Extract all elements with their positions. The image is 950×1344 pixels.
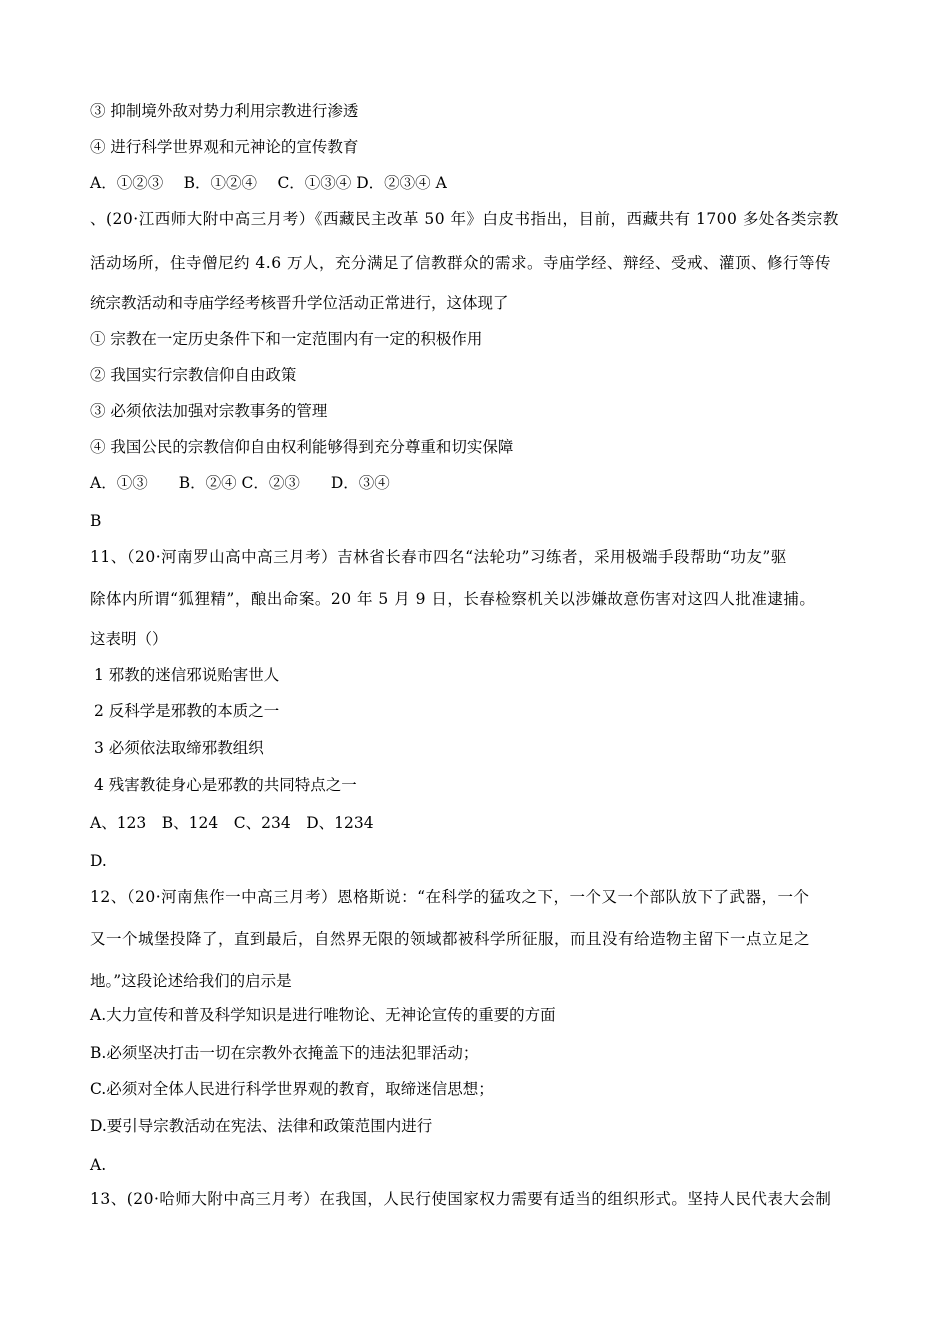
option-line: ② 我国实行宗教信仰自由政策 bbox=[90, 366, 297, 384]
option-line: ① 宗教在一定历史条件下和一定范围内有一定的积极作用 bbox=[90, 330, 483, 348]
question-text: 13、(20·哈师大附中高三月考）在我国，人民行使国家权力需要有适当的组织形式。坚持人民代表大会制 bbox=[90, 1190, 832, 1208]
option-line: 3 必须依法取缔邪教组织 bbox=[94, 739, 264, 757]
question-text: 12、（20·河南焦作一中高三月考）恩格斯说：“在科学的猛攻之下，一个又一个部队放下了武器，一个 bbox=[90, 888, 810, 906]
answer-choices: A、123 B、124 C、234 D、1234 bbox=[90, 814, 374, 832]
question-text: 统宗教活动和寺庙学经考核晋升学位活动正常进行，这体现了 bbox=[90, 294, 509, 312]
option-line: ④ 我国公民的宗教信仰自由权利能够得到充分尊重和切实保障 bbox=[90, 438, 514, 456]
question-text: 地。”这段论述给我们的启示是 bbox=[90, 972, 292, 990]
answer-choices: A．①②③ B．①②④ C．①③④ D．②③④ A bbox=[90, 174, 447, 192]
option-line: C.必须对全体人民进行科学世界观的教育，取缔迷信思想； bbox=[90, 1080, 494, 1098]
option-line: B.必须坚决打击一切在宗教外衣掩盖下的违法犯罪活动； bbox=[90, 1044, 479, 1062]
question-text: 活动场所，住寺僧尼约 4.6 万人，充分满足了信教群众的需求。寺庙学经、辩经、受戒、灌顶、修行等传 bbox=[90, 254, 832, 272]
answer-key: A. bbox=[90, 1156, 107, 1174]
question-text: 除体内所谓“狐狸精”，酿出命案。20 年 5 月 9 日，长春检察机关以涉嫌故意伤害对这四人批准逮捕。 bbox=[90, 590, 816, 608]
question-text: 11、（20·河南罗山高中高三月考）吉林省长春市四名“法轮功”习练者，采用极端手段帮助“功友”驱 bbox=[90, 548, 787, 566]
option-line: A.大力宣传和普及科学知识是进行唯物论、无神论宣传的重要的方面 bbox=[90, 1006, 556, 1024]
option-line: 1 邪教的迷信邪说贻害世人 bbox=[94, 666, 280, 684]
answer-key: B bbox=[90, 512, 102, 530]
answer-choices: A．①③ B．②④ C．②③ D．③④ bbox=[90, 474, 390, 492]
question-text: 这表明（） bbox=[90, 630, 168, 648]
question-text: 又一个城堡投降了，直到最后，自然界无限的领域都被科学所征服，而且没有给造物主留下一点立足之 bbox=[90, 930, 811, 948]
question-text: 、(20·江西师大附中高三月考）《西藏民主改革 50 年》白皮书指出，目前，西藏共有 1700 多处各类宗教 bbox=[90, 210, 839, 228]
option-line: D.要引导宗教活动在宪法、法律和政策范围内进行 bbox=[90, 1117, 433, 1135]
option-line: 4 残害教徒身心是邪教的共同特点之一 bbox=[94, 776, 357, 794]
option-line: ③ 抑制境外敌对势力利用宗教进行渗透 bbox=[90, 102, 359, 120]
answer-key: D. bbox=[90, 852, 107, 870]
option-line: ③ 必须依法加强对宗教事务的管理 bbox=[90, 402, 328, 420]
option-line: ④ 进行科学世界观和元神论的宣传教育 bbox=[90, 138, 359, 156]
option-line: 2 反科学是邪教的本质之一 bbox=[94, 702, 280, 720]
